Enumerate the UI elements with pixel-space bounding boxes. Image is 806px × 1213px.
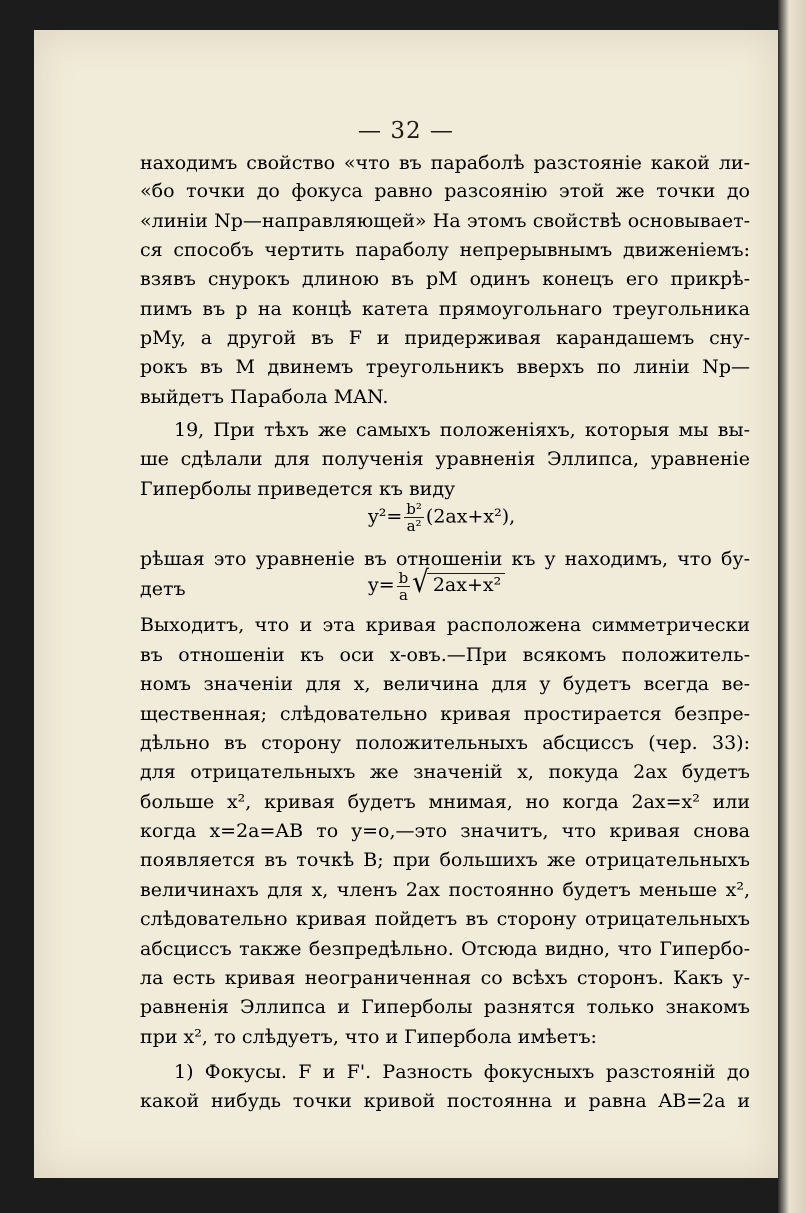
text-line: Выходитъ, что и эта кривая расположена симметрически <box>140 614 750 637</box>
formula-lhs: y²= <box>368 505 403 528</box>
text-line: для отрицательныхъ же значеній x, покуда 2ax будетъ <box>140 761 750 784</box>
text-line: ся способъ чертить параболу непрерывнымъ движеніемъ: <box>140 238 750 261</box>
text-line: детъ <box>140 577 186 600</box>
text-line: равненія Эллипса и Гиперболы разнятся только знакомъ <box>140 996 750 1019</box>
text-line: въ отношеніи къ оси x-овъ.—При всякомъ положитель- <box>140 643 750 666</box>
formula-rhs: (2ax+x²), <box>425 505 516 528</box>
text-line: какой нибудь точки кривой постоянна и равна AB=2a и <box>140 1089 750 1112</box>
text-line: рокъ въ M двинемъ треугольникъ вверхъ по линіи Np— <box>140 356 750 379</box>
text-line: при x², то слѣдуетъ, что и Гипербола имѣетъ: <box>140 1025 597 1048</box>
formula-fraction <box>397 570 411 603</box>
text-line: дѣльно въ сторону положительныхъ абсциссъ (чер. 33): <box>140 731 750 754</box>
text-line: ла есть кривая неограниченная со всѣхъ сторонъ. Какъ у- <box>140 966 750 989</box>
text-line: когда x=2a=AB то y=o,—это значитъ, что кривая снова <box>140 820 750 842</box>
text-line: находимъ свойство «что въ параболѣ разстояніе какой ли- <box>140 151 750 174</box>
text-line: щественная; слѣдовательно кривая простирается безпре- <box>140 702 750 725</box>
text-line: pMy, а другой въ F и придерживая карандашемъ сну- <box>140 327 750 350</box>
text-line: ше сдѣлали для полученія уравненія Эллипса, уравненіе <box>140 448 750 471</box>
page-number: — 32 — <box>358 118 454 144</box>
fraction-numerator: b² <box>406 500 422 519</box>
text-line: величинахъ для x, членъ 2ax постоянно будетъ меньше x², <box>140 878 750 901</box>
formula-solution <box>368 565 505 604</box>
adjacent-page-edge <box>778 0 806 1213</box>
fraction-numerator: b <box>398 568 409 587</box>
text-line: появляется въ точкѣ B; при большихъ же отрицательныхъ <box>140 849 750 872</box>
radicand: 2ax+x² <box>427 573 505 596</box>
text-line: номъ значеніи для x, величина для y будетъ всегда ве- <box>140 673 750 696</box>
formula-fraction <box>404 501 424 534</box>
text-line: слѣдовательно кривая пойдетъ въ сторону отрицательныхъ <box>140 908 750 931</box>
formula-lhs: y= <box>368 574 395 597</box>
fraction-denominator: a² <box>406 517 422 536</box>
text-line: Гиперболы приведется къ виду <box>140 477 456 500</box>
radical-sign: √ <box>412 565 429 601</box>
fraction-denominator: a <box>398 585 408 604</box>
text-line: 1) Фокусы. F и F'. Разность фокусныхъ разстояній до <box>174 1060 750 1083</box>
text-line: «бо точки до фокуса равно разсоянію этой же точки до <box>140 180 750 203</box>
text-line: больше x², кривая будетъ мнимая, но когда 2ax=x² или <box>140 790 750 813</box>
text-line: выйдетъ Парабола MAN. <box>140 385 389 408</box>
text-line: абсциссъ также безпредѣльно. Отсюда видно, что Гипербо- <box>140 937 750 960</box>
text-line: взявъ снурокъ длиною въ pM одинъ конецъ его прикрѣ- <box>140 268 750 291</box>
text-line: пимъ въ p на концѣ катета прямоугольнаго треугольника <box>140 297 750 320</box>
text-line: «линіи Np—направляющей» На этомъ свойствѣ основывает- <box>140 209 750 232</box>
formula-hyperbola <box>368 501 515 534</box>
text-line: рѣшая это уравненіе въ отношеніи къ y находимъ, что бу- <box>140 548 750 571</box>
text-line: 19, При тѣхъ же самыхъ положеніяхъ, которыя мы вы- <box>174 418 750 441</box>
